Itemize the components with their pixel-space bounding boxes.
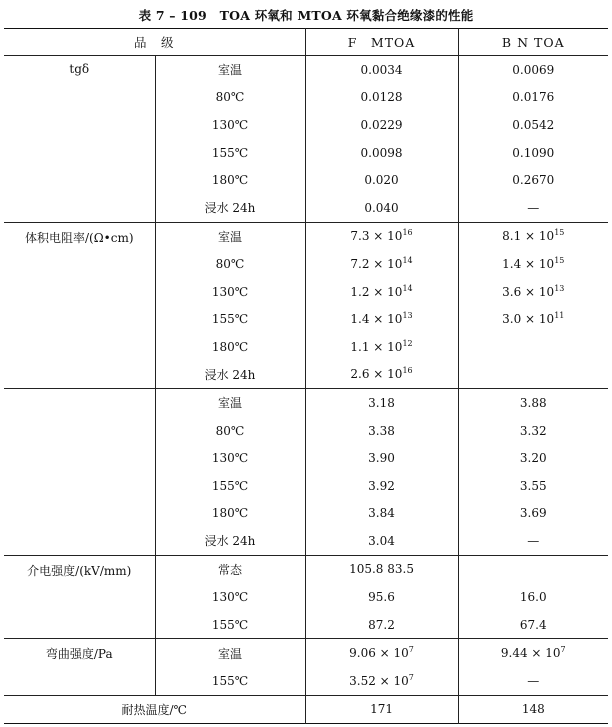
- value-cell-f-mtoa: 0.0098: [305, 139, 458, 167]
- value-exponent: 7: [560, 645, 566, 655]
- value-exponent: 14: [402, 283, 413, 293]
- group-label: tgδ: [4, 56, 155, 223]
- value-cell-bn-toa: [458, 639, 608, 667]
- table-caption: 表 7 – 109 TOA 环氧和 MTOA 环氧黏合绝缘漆的性能: [138, 8, 474, 23]
- value-exponent: 15: [554, 255, 565, 265]
- value-exponent: 13: [402, 311, 413, 321]
- table-row: [4, 695, 608, 724]
- group-label: 耐热温度/℃: [4, 695, 305, 724]
- table-row: [4, 555, 608, 583]
- condition-cell: 180℃: [155, 500, 305, 528]
- value-cell-f-mtoa: 3.18: [305, 389, 458, 417]
- condition-cell: 130℃: [155, 278, 305, 306]
- value-mantissa: 8.1 × 10: [502, 229, 555, 244]
- value-cell-f-mtoa: 3.38: [305, 417, 458, 445]
- condition-cell: 155℃: [155, 139, 305, 167]
- value-cell-f-mtoa: 3.04: [305, 527, 458, 555]
- value-cell-f-mtoa: [305, 278, 458, 306]
- value-mantissa: 9.44 × 10: [500, 646, 561, 661]
- value-exponent: 13: [554, 283, 565, 293]
- value-cell-f-mtoa: 0.040: [305, 194, 458, 222]
- value-cell-bn-toa: 16.0: [519, 590, 547, 605]
- value-mantissa: 7.3 × 10: [350, 229, 403, 244]
- group-label: 体积电阻率/(Ω•cm): [4, 222, 155, 389]
- value-mantissa: 3.6 × 10: [502, 284, 555, 299]
- value-cell-f-mtoa: 0.0034: [305, 56, 458, 84]
- value-mantissa: 1.4 × 10: [502, 256, 555, 271]
- condition-cell: 130℃: [155, 583, 305, 611]
- value-cell-bn-toa: 3.20: [519, 451, 547, 466]
- condition-cell: 155℃: [155, 667, 305, 695]
- value-cell-bn-toa: 3.55: [519, 478, 547, 493]
- value-cell-f-mtoa: [305, 639, 458, 667]
- condition-cell: 130℃: [155, 111, 305, 139]
- value-mantissa: 9.06 × 10: [349, 646, 409, 661]
- condition-cell: 180℃: [155, 333, 305, 361]
- value-cell-f-mtoa: [305, 667, 458, 695]
- condition-cell: 155℃: [155, 472, 305, 500]
- condition-cell: 常态: [155, 555, 305, 583]
- value-cell-bn-toa: —: [527, 533, 540, 548]
- value-mantissa: 3.52 × 10: [349, 673, 409, 688]
- value-cell-bn-toa: [458, 250, 608, 278]
- table-row: [4, 56, 608, 84]
- value-cell-bn-toa: 0.0069: [512, 62, 555, 77]
- value-cell-bn-toa: [458, 667, 608, 695]
- condition-cell: 室温: [155, 639, 305, 667]
- value-cell-bn-toa: [458, 305, 608, 333]
- properties-table: [4, 28, 608, 724]
- condition-cell: 155℃: [155, 611, 305, 639]
- condition-cell: 室温: [155, 389, 305, 417]
- value-cell-f-mtoa: 171: [305, 695, 458, 724]
- condition-cell: 80℃: [155, 417, 305, 445]
- value-cell-bn-toa: 148: [458, 695, 608, 724]
- value-mantissa: 1.2 × 10: [350, 284, 403, 299]
- value-exponent: 14: [402, 255, 413, 265]
- value-cell-f-mtoa: 105.8 83.5: [305, 555, 458, 583]
- header-bn-toa: B N TOA: [458, 29, 608, 56]
- value-exponent: 7: [408, 645, 414, 655]
- condition-cell: 130℃: [155, 444, 305, 472]
- condition-cell: 155℃: [155, 305, 305, 333]
- value-exponent: 16: [402, 228, 413, 238]
- value-cell-bn-toa: [458, 361, 608, 389]
- header-row: [4, 29, 608, 56]
- condition-cell: 室温: [155, 222, 305, 250]
- table-row: [4, 389, 608, 417]
- value-exponent: 15: [554, 228, 565, 238]
- value-cell-bn-toa: [458, 333, 608, 361]
- table-row: [4, 222, 608, 250]
- value-cell-f-mtoa: 95.6: [305, 583, 458, 611]
- value-mantissa: 2.6 × 10: [350, 367, 403, 382]
- condition-cell: 80℃: [155, 250, 305, 278]
- value-cell-bn-toa: 0.1090: [512, 145, 555, 160]
- group-label: 弯曲强度/Pa: [4, 639, 155, 695]
- value-cell-f-mtoa: 87.2: [305, 611, 458, 639]
- value-cell-f-mtoa: [305, 222, 458, 250]
- value-cell-f-mtoa: [305, 333, 458, 361]
- value-cell-bn-toa: 3.88: [458, 389, 608, 417]
- value-cell-bn-toa: 67.4: [519, 617, 547, 632]
- value-cell-bn-toa: [458, 555, 608, 583]
- value-mantissa: 3.0 × 10: [502, 312, 555, 327]
- value-cell-f-mtoa: [305, 250, 458, 278]
- condition-cell: 80℃: [155, 84, 305, 112]
- value-cell-f-mtoa: 0.020: [305, 166, 458, 194]
- value-cell-f-mtoa: [305, 305, 458, 333]
- value-cell-bn-toa: 3.32: [519, 423, 547, 438]
- value-exponent: 11: [554, 311, 565, 321]
- group-label: [4, 389, 155, 556]
- value-cell-f-mtoa: 3.92: [305, 472, 458, 500]
- group-label: 介电强度/(kV/mm): [4, 555, 155, 639]
- table-body: [4, 56, 608, 724]
- condition-cell: 浸水 24h: [155, 361, 305, 389]
- value-exponent: 7: [408, 672, 414, 682]
- table-row: [4, 639, 608, 667]
- header-grade: 品 级: [4, 29, 305, 56]
- value-cell-bn-toa: [458, 278, 608, 306]
- value-cell-bn-toa: 0.2670: [512, 173, 555, 188]
- condition-cell: 180℃: [155, 166, 305, 194]
- value-cell-f-mtoa: [305, 361, 458, 389]
- condition-cell: 浸水 24h: [155, 527, 305, 555]
- value-cell-f-mtoa: 3.84: [305, 500, 458, 528]
- value-cell-bn-toa: 0.0176: [512, 90, 555, 105]
- value-exponent: 12: [402, 338, 413, 348]
- condition-cell: 室温: [155, 56, 305, 84]
- value-exponent: 16: [402, 366, 413, 376]
- value-mantissa: 1.1 × 10: [350, 339, 403, 354]
- value-mantissa: 1.4 × 10: [350, 312, 403, 327]
- value-cell-bn-toa: [458, 222, 608, 250]
- header-f-mtoa: F MTOA: [305, 29, 458, 56]
- value-cell-f-mtoa: 0.0128: [305, 84, 458, 112]
- value-cell-bn-toa: 0.0542: [512, 117, 555, 132]
- value-cell-f-mtoa: 3.90: [305, 444, 458, 472]
- value-mantissa: —: [527, 673, 540, 688]
- value-cell-bn-toa: —: [527, 200, 540, 215]
- value-mantissa: 7.2 × 10: [350, 256, 403, 271]
- condition-cell: 浸水 24h: [155, 194, 305, 222]
- value-cell-bn-toa: 3.69: [519, 506, 547, 521]
- value-cell-f-mtoa: 0.0229: [305, 111, 458, 139]
